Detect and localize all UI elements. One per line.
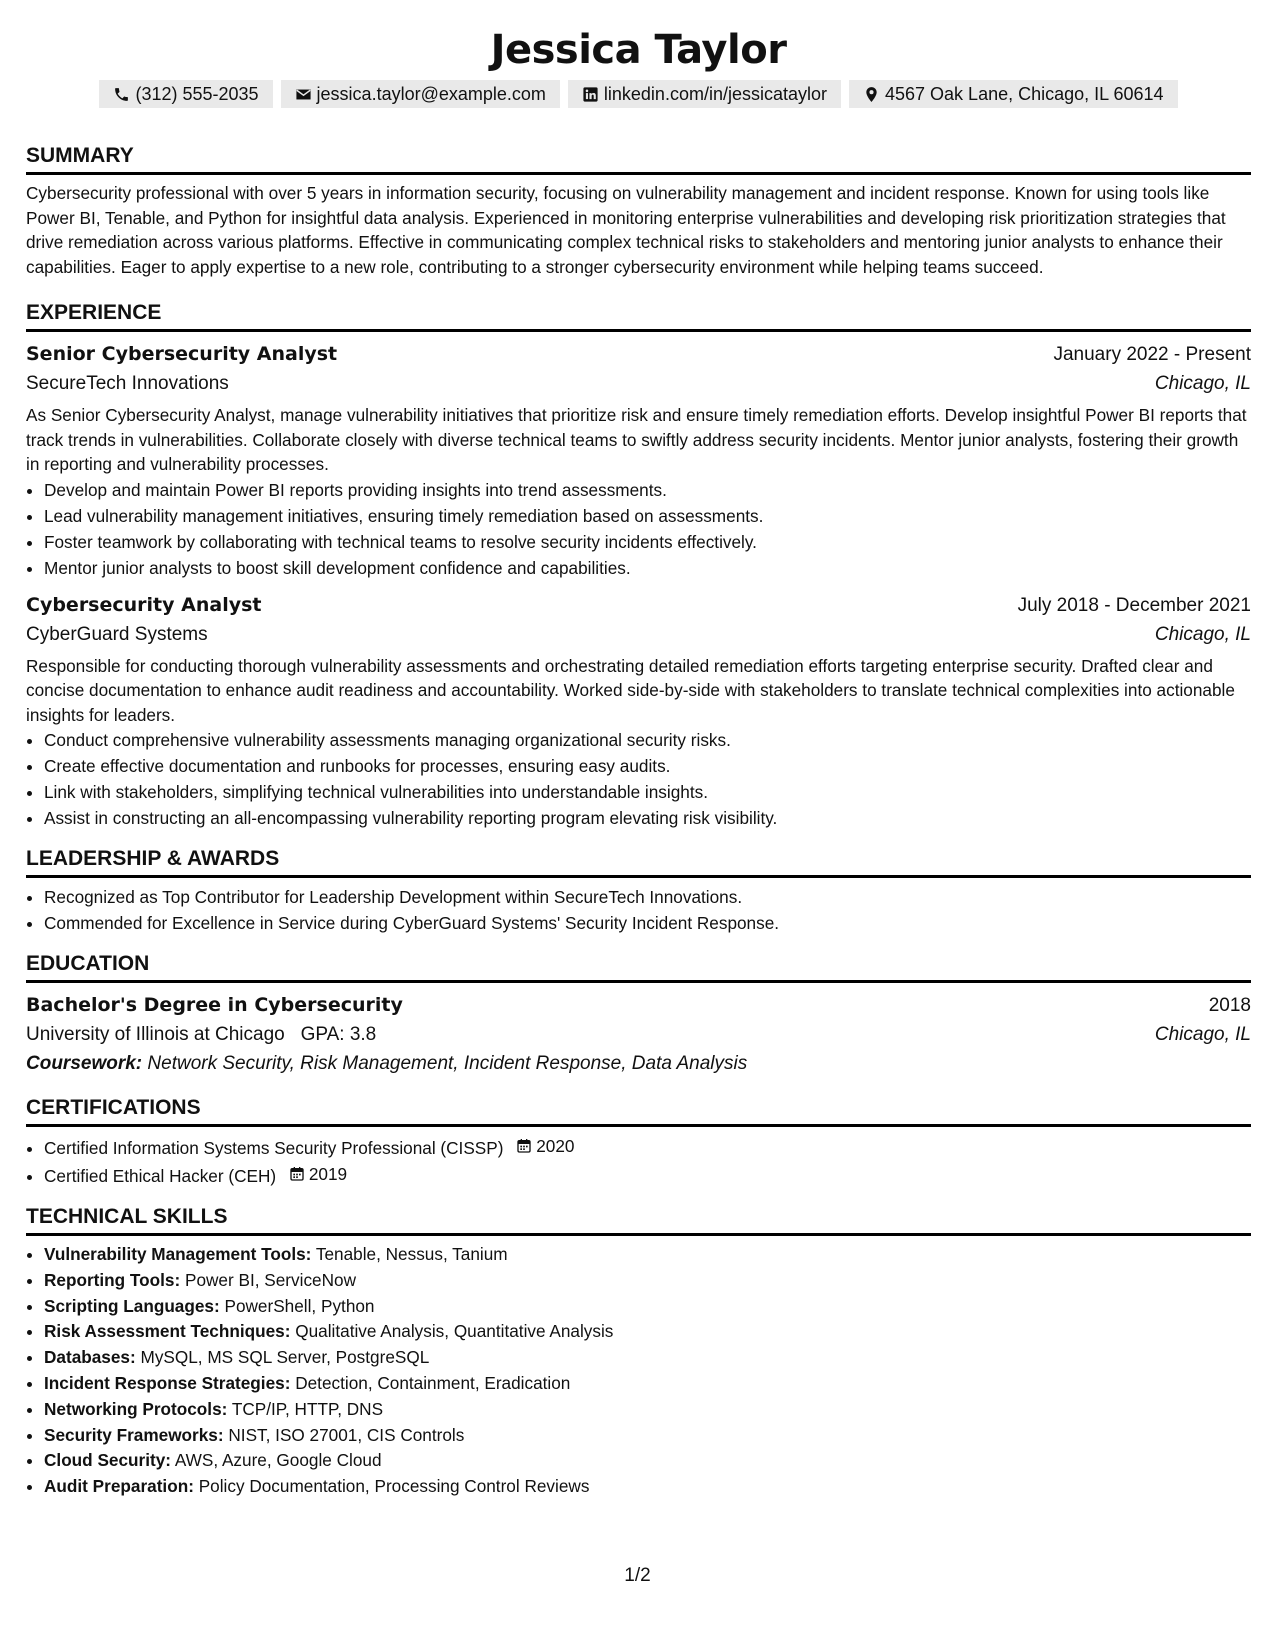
list-item <box>44 1133 1251 1161</box>
list-item: • Create effective documentation and runbooks for processes, ensuring easy audits. <box>44 753 1251 779</box>
education-subheader <box>26 1020 1251 1050</box>
gpa: GPA: 3.8 <box>300 1024 377 1045</box>
location-pin-icon <box>863 86 880 103</box>
contact-bar <box>26 80 1251 108</box>
graduation-year: 2018 <box>1208 995 1251 1016</box>
contact-address[interactable] <box>849 80 1178 108</box>
job-company: CyberGuard Systems <box>26 623 208 645</box>
list-item: • Mentor junior analysts to boost skill development confidence and capabilities. <box>44 555 1251 581</box>
school-location: Chicago, IL <box>1154 1024 1251 1045</box>
list-item: • Develop and maintain Power BI reports providing insights into trend assessments. <box>44 477 1251 503</box>
list-item <box>44 1161 1251 1189</box>
phone-icon <box>113 86 130 103</box>
contact-phone[interactable] <box>99 80 272 108</box>
list-item: • Conduct comprehensive vulnerability assessments managing organizational security risks. <box>44 727 1251 753</box>
list-item: • Recognized as Top Contributor for Leadership Development within SecureTech Innovations. <box>44 884 1251 910</box>
skill-category: Security Frameworks: <box>44 1424 224 1445</box>
cert-date <box>516 1133 574 1159</box>
degree: Bachelor's Degree in Cybersecurity <box>26 994 403 1016</box>
job-description: As Senior Cybersecurity Analyst, manage vulnerability initiatives that prioritize risk and ensure timely remediation efforts. Develop insightful Power BI reports that track trends in vulnerabilities. Collaborate closely with diverse technical teams to swiftly address security incidents. Mentor junior analysts, fostering their growth in reporting and vulnerability processes. <box>26 405 1247 474</box>
page-number: 1/2 <box>624 1565 651 1586</box>
list-item: • Link with stakeholders, simplifying technical vulnerabilities into understandable insights. <box>44 779 1251 805</box>
contact-linkedin[interactable] <box>568 80 841 108</box>
list-item <box>44 1397 1251 1423</box>
calendar-icon <box>516 1138 532 1154</box>
job-subheader <box>26 620 1251 650</box>
job-bullets <box>26 727 1251 831</box>
job-location: Chicago, IL <box>1154 373 1251 394</box>
address-text: 4567 Oak Lane, Chicago, IL 60614 <box>885 84 1164 104</box>
cert-name: Certified Ethical Hacker (CEH) <box>44 1166 277 1186</box>
job-company: SecureTech Innovations <box>26 373 229 394</box>
skill-category: Incident Response Strategies: <box>44 1372 291 1393</box>
resume-page <box>26 0 1251 1500</box>
skills-heading: TECHNICAL SKILLS <box>26 1205 1251 1236</box>
school-name: University of Illinois at Chicago <box>26 1024 285 1045</box>
calendar-icon <box>289 1166 305 1182</box>
list-item <box>44 1448 1251 1474</box>
skill-category: Scripting Languages: <box>44 1295 220 1316</box>
email-text: jessica.taylor@example.com <box>316 84 546 104</box>
list-item <box>44 1423 1251 1449</box>
list-item: • Foster teamwork by collaborating with technical teams to resolve security incidents effectively. <box>44 529 1251 555</box>
skill-values: Qualitative Analysis, Quantitative Analysis <box>295 1321 614 1342</box>
skill-category: Cloud Security: <box>44 1450 172 1471</box>
skill-category: Reporting Tools: <box>44 1269 181 1290</box>
job-dates: July 2018 - December 2021 <box>1017 594 1251 616</box>
linkedin-text: linkedin.com/in/jessicataylor <box>603 84 827 104</box>
skill-values: Policy Documentation, Processing Control Reviews <box>198 1476 590 1497</box>
certifications-list <box>26 1133 1251 1189</box>
list-item <box>44 1371 1251 1397</box>
cert-year: 2020 <box>536 1136 575 1156</box>
candidate-name: Jessica Taylor <box>490 27 787 73</box>
skills-list <box>26 1242 1251 1500</box>
job-description: Responsible for conducting thorough vulnerability assessments and orchestrating detailed remediation efforts targeting enterprise security. Drafted clear and concise documentation to enhance audit readiness and accountability. Worked side-by-side with stakeholders to translate technical complexities into actionable insights for leaders. <box>26 655 1235 725</box>
skill-values: PowerShell, Python <box>224 1295 375 1316</box>
education-header <box>26 991 1251 1020</box>
list-item <box>44 1242 1251 1268</box>
skill-values: NIST, ISO 27001, CIS Controls <box>228 1424 465 1445</box>
list-item <box>44 1319 1251 1345</box>
school-line <box>26 1020 376 1050</box>
job-subheader <box>26 369 1251 399</box>
leadership-heading: LEADERSHIP & AWARDS <box>26 847 1251 878</box>
cert-date <box>289 1161 347 1187</box>
job-entry <box>26 340 1251 581</box>
certifications-heading: CERTIFICATIONS <box>26 1096 1251 1127</box>
email-icon <box>295 86 312 103</box>
job-dates: January 2022 - Present <box>1053 344 1251 365</box>
contact-email[interactable] <box>281 80 560 108</box>
summary-heading: SUMMARY <box>26 144 1251 175</box>
leadership-list <box>26 884 1251 936</box>
job-header <box>26 591 1251 620</box>
skill-category: Risk Assessment Techniques: <box>44 1321 291 1342</box>
education-heading: EDUCATION <box>26 952 1251 983</box>
list-item <box>44 1294 1251 1320</box>
skill-category: Audit Preparation: <box>44 1476 194 1497</box>
list-item: • Assist in constructing an all-encompassing vulnerability reporting program elevating risk visibility. <box>44 805 1251 831</box>
skill-values: AWS, Azure, Google Cloud <box>174 1450 382 1471</box>
job-role: Senior Cybersecurity Analyst <box>26 343 338 365</box>
list-item: • Commended for Excellence in Service during CyberGuard Systems' Security Incident Response. <box>44 910 1251 936</box>
skill-values: Detection, Containment, Eradication <box>295 1372 571 1393</box>
skill-values: MySQL, MS SQL Server, PostgreSQL <box>140 1347 430 1368</box>
list-item <box>44 1474 1251 1500</box>
job-role: Cybersecurity Analyst <box>26 593 262 616</box>
coursework-label: Coursework: <box>26 1053 143 1074</box>
job-header <box>26 340 1251 369</box>
experience-heading: EXPERIENCE <box>26 301 1251 332</box>
skill-values: Tenable, Nessus, Tanium <box>315 1244 508 1264</box>
cert-year: 2019 <box>308 1164 348 1184</box>
job-location: Chicago, IL <box>1154 623 1251 645</box>
list-item <box>44 1268 1251 1294</box>
job-bullets <box>26 477 1251 581</box>
phone-text: (312) 555-2035 <box>135 84 259 104</box>
skill-category: Networking Protocols: <box>44 1398 228 1419</box>
list-item: • Lead vulnerability management initiatives, ensuring timely remediation based on assessments. <box>44 503 1251 529</box>
skill-values: TCP/IP, HTTP, DNS <box>231 1398 384 1419</box>
coursework <box>26 1050 1251 1078</box>
list-item <box>44 1345 1251 1371</box>
job-entry <box>26 591 1251 832</box>
skill-category: Vulnerability Management Tools: <box>44 1244 312 1264</box>
summary-text: Cybersecurity professional with over 5 years in information security, focusing on vulnerability management and incident response. Known for using tools like Power BI, Tenable, and Python for insightful data analysis. Experienced in monitoring enterprise vulnerabilities and developing risk prioritization strategies that drive remediation across various platforms. Effective in communicating complex technical risks to stakeholders and mentoring junior analysts to enhance their capabilities. Eager to apply expertise to a new role, contributing to a stronger cybersecurity environment while helping teams succeed. <box>26 183 1226 277</box>
coursework-list: Network Security, Risk Management, Incident Response, Data Analysis <box>147 1053 748 1074</box>
skill-values: Power BI, ServiceNow <box>185 1269 356 1290</box>
linkedin-icon <box>582 86 599 103</box>
skill-category: Databases: <box>44 1347 136 1368</box>
cert-name: Certified Information Systems Security Professional (CISSP) <box>44 1138 504 1158</box>
